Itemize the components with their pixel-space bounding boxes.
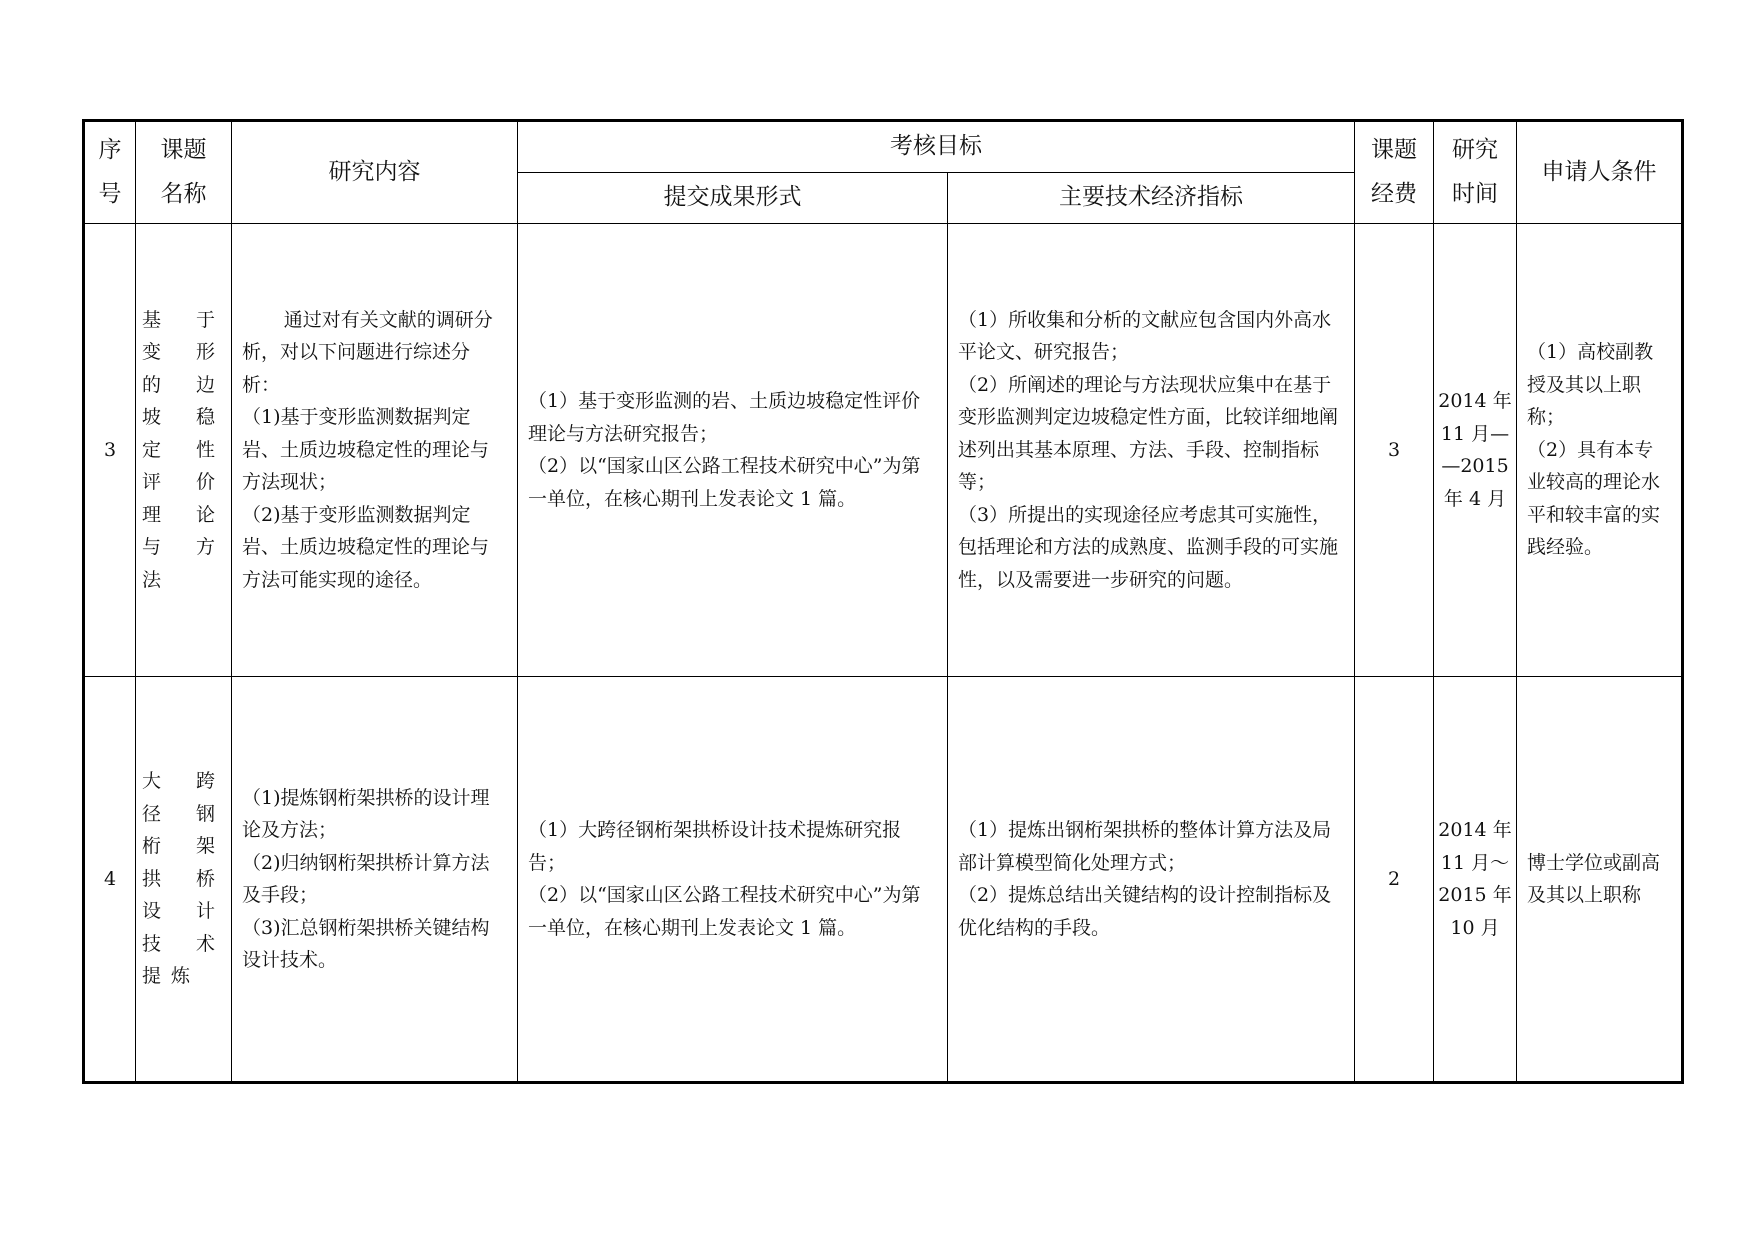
row-content: 通过对有关文献的调研分析，对以下问题进行综述分析： （1)基于变形监测数据判定岩、土质边坡稳定性的理论与方法现状； （2)基于变形监测数据判定岩、土质边坡稳定性的理论与方法可能实现的途径。 <box>232 224 518 677</box>
row-requirements: （1）高校副教授及其以上职称； （2）具有本专业较高的理论水平和较丰富的实践经验。 <box>1517 224 1683 677</box>
project-table <box>82 119 1684 1084</box>
row-title: 基于变形的边坡稳定性评价理论与方法 <box>136 224 232 677</box>
row-indicators: （1）所收集和分析的文献应包含国内外高水平论文、研究报告； （2）所阐述的理论与方法现状应集中在基于变形监测判定边坡稳定性方面，比较详细地阐述列出其基本原理、方法、手段、控制指标等； （3）所提出的实现途径应考虑其可实施性，包括理论和方法的成熟度、监测手段的可实施性，以及需要进一步研究的问题。 <box>948 224 1355 677</box>
header-content: 研究内容 <box>232 121 518 224</box>
row-deliverable: （1）大跨径钢桁架拱桥设计技术提炼研究报告； （2）以“国家山区公路工程技术研究中心”为第一单位，在核心期刊上发表论文 1 篇。 <box>518 677 948 1083</box>
row-funding: 3 <box>1355 224 1434 677</box>
row-period: 2014 年 11 月— —2015 年 4 月 <box>1434 224 1517 677</box>
row-seq: 4 <box>84 677 136 1083</box>
header-seq: 序 号 <box>84 121 136 224</box>
row-period: 2014 年 11 月～ 2015 年 10 月 <box>1434 677 1517 1083</box>
row-deliverable: （1）基于变形监测的岩、土质边坡稳定性评价理论与方法研究报告； （2）以“国家山区公路工程技术研究中心”为第一单位，在核心期刊上发表论文 1 篇。 <box>518 224 948 677</box>
header-row-1 <box>84 121 1683 173</box>
header-requirements: 申请人条件 <box>1517 121 1683 224</box>
row-seq: 3 <box>84 224 136 677</box>
row-requirements: 博士学位或副高及其以上职称 <box>1517 677 1683 1083</box>
row-title: 大跨径钢桁架拱桥设计技术提炼 <box>136 677 232 1083</box>
header-title: 课题 名称 <box>136 121 232 224</box>
header-indicators: 主要技术经济指标 <box>948 173 1355 224</box>
row-indicators: （1）提炼出钢桁架拱桥的整体计算方法及局部计算模型简化处理方式； （2）提炼总结出关键结构的设计控制指标及优化结构的手段。 <box>948 677 1355 1083</box>
table-row <box>84 677 1683 1083</box>
row-content: （1)提炼钢桁架拱桥的设计理论及方法； （2)归纳钢桁架拱桥计算方法及手段； （3)汇总钢桁架拱桥关键结构设计技术。 <box>232 677 518 1083</box>
header-assessment: 考核目标 <box>518 121 1355 173</box>
table-row <box>84 224 1683 677</box>
header-period: 研究 时间 <box>1434 121 1517 224</box>
header-funding: 课题 经费 <box>1355 121 1434 224</box>
row-funding: 2 <box>1355 677 1434 1083</box>
header-deliverable: 提交成果形式 <box>518 173 948 224</box>
